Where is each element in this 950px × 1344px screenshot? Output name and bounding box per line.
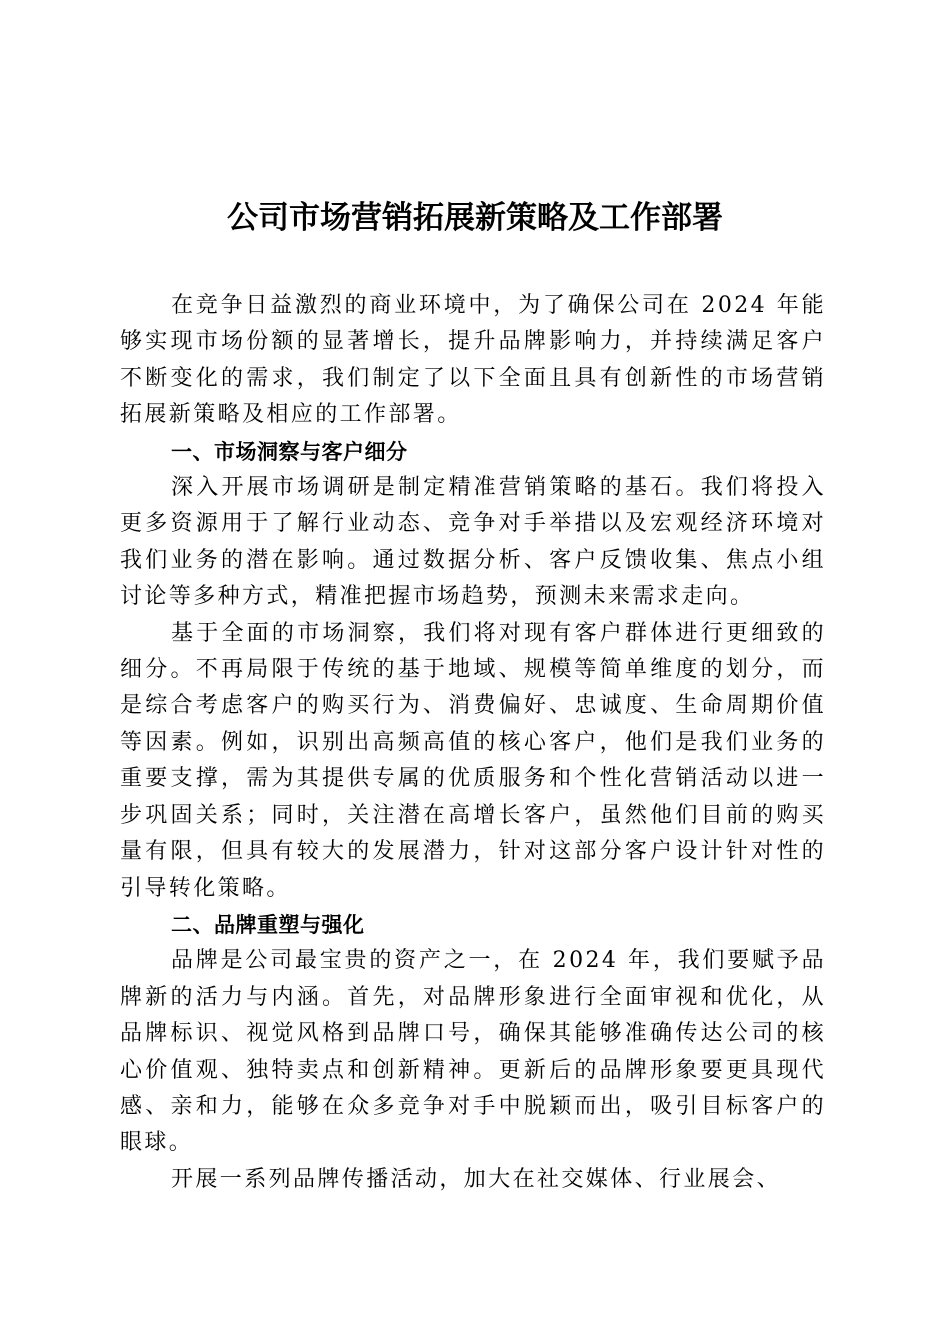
document-title: 公司市场营销拓展新策略及工作部署	[227, 200, 723, 236]
intro-paragraph: 在竞争日益激烈的商业环境中，为了确保公司在 2024 年能够实现市场份额的显著增长，提升品牌影响力，并持续满足客户不断变化的需求，我们制定了以下全面且具有创新性的市场营销拓展新策略及相应的工作部署。	[120, 293, 826, 428]
section-2-heading: 二、品牌重塑与强化	[171, 912, 365, 937]
section-1-heading: 一、市场洞察与客户细分	[171, 439, 408, 464]
section-2-paragraph-2: 开展一系列品牌传播活动，加大在社交媒体、行业展会、	[171, 1166, 782, 1192]
section-1-paragraph-2: 基于全面的市场洞察，我们将对现有客户群体进行更细致的细分。不再局限于传统的基于地域、规模等简单维度的划分，而是综合考虑客户的购买行为、消费偏好、忠诚度、生命周期价值等因素。例如，识别出高频高值的核心客户，他们是我们业务的重要支撑，需为其提供专属的优质服务和个性化营销活动以进一步巩固关系；同时，关注潜在高增长客户，虽然他们目前的购买量有限，但具有较大的发展潜力，针对这部分客户设计针对性的引导转化策略。	[120, 620, 826, 901]
section-2-paragraph-1: 品牌是公司最宝贵的资产之一，在 2024 年，我们要赋予品牌新的活力与内涵。首先，对品牌形象进行全面审视和优化，从品牌标识、视觉风格到品牌口号，确保其能够准确传达公司的核心价值观、独特卖点和创新精神。更新后的品牌形象要更具现代感、亲和力，能够在众多竞争对手中脱颖而出，吸引目标客户的眼球。	[120, 948, 826, 1156]
document-body	[120, 288, 826, 1198]
section-1-paragraph-1: 深入开展市场调研是制定精准营销策略的基石。我们将投入更多资源用于了解行业动态、竞争对手举措以及宏观经济环境对我们业务的潜在影响。通过数据分析、客户反馈收集、焦点小组讨论等多种方式，精准把握市场趋势，预测未来需求走向。	[120, 475, 826, 610]
